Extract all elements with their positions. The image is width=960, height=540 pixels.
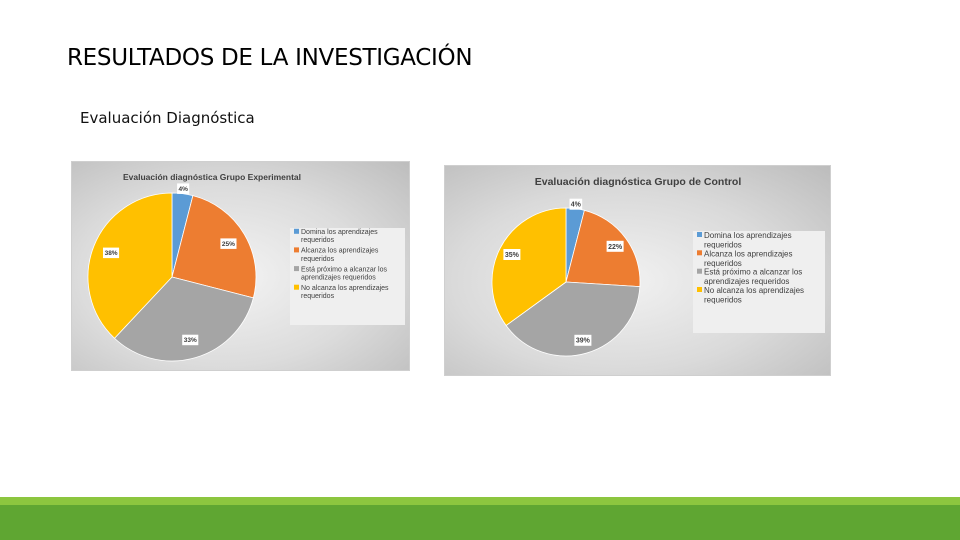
legend-swatch [697, 232, 702, 237]
legend-entry: Está próximo a alcanzar los aprendizajes requeridos [301, 266, 387, 282]
legend-swatch [294, 247, 299, 252]
legend-entry: Alcanza los aprendizajes requeridos [704, 249, 793, 268]
legend-entry: No alcanza los aprendizajes requeridos [704, 286, 805, 305]
legend-swatch [697, 287, 702, 292]
legend-entry: Domina los aprendizajes requeridos [704, 231, 792, 250]
data-label: 35% [504, 251, 519, 259]
data-label: 4% [570, 201, 581, 209]
pie-slices [88, 193, 256, 361]
legend-swatch [697, 269, 702, 274]
footer-band [0, 505, 960, 540]
chart-title: Evaluación diagnóstica Grupo de Control [534, 176, 742, 188]
slide-title: RESULTADOS DE LA INVESTIGACIÓN [67, 45, 473, 71]
legend-entry: Está próximo a alcanzar los aprendizajes requeridos [704, 267, 803, 287]
chart-control [444, 165, 831, 376]
data-label: 39% [575, 337, 590, 345]
chart-experimental-svg [72, 162, 410, 371]
slide-subtitle: Evaluación Diagnóstica [80, 109, 255, 127]
data-label: 38% [104, 250, 118, 258]
footer-accent-band [0, 497, 960, 505]
legend-swatch [294, 229, 299, 234]
legend-entry: No alcanza los aprendizajes requeridos [301, 285, 389, 301]
pie-slices [492, 208, 640, 356]
legend-swatch [697, 250, 702, 255]
legend-entry: Alcanza los aprendizajes requeridos [301, 247, 379, 263]
chart-experimental [71, 161, 410, 371]
legend-swatch [294, 266, 299, 271]
data-label: 25% [221, 240, 235, 248]
data-label: 33% [183, 337, 197, 345]
legend-swatch [294, 285, 299, 290]
chart-control-svg [445, 166, 831, 376]
data-label: 4% [178, 185, 188, 193]
chart-title: Evaluación diagnóstica Grupo Experimental [122, 172, 302, 182]
data-label: 22% [608, 243, 623, 251]
legend-entry: Domina los aprendizajes requeridos [301, 229, 378, 245]
